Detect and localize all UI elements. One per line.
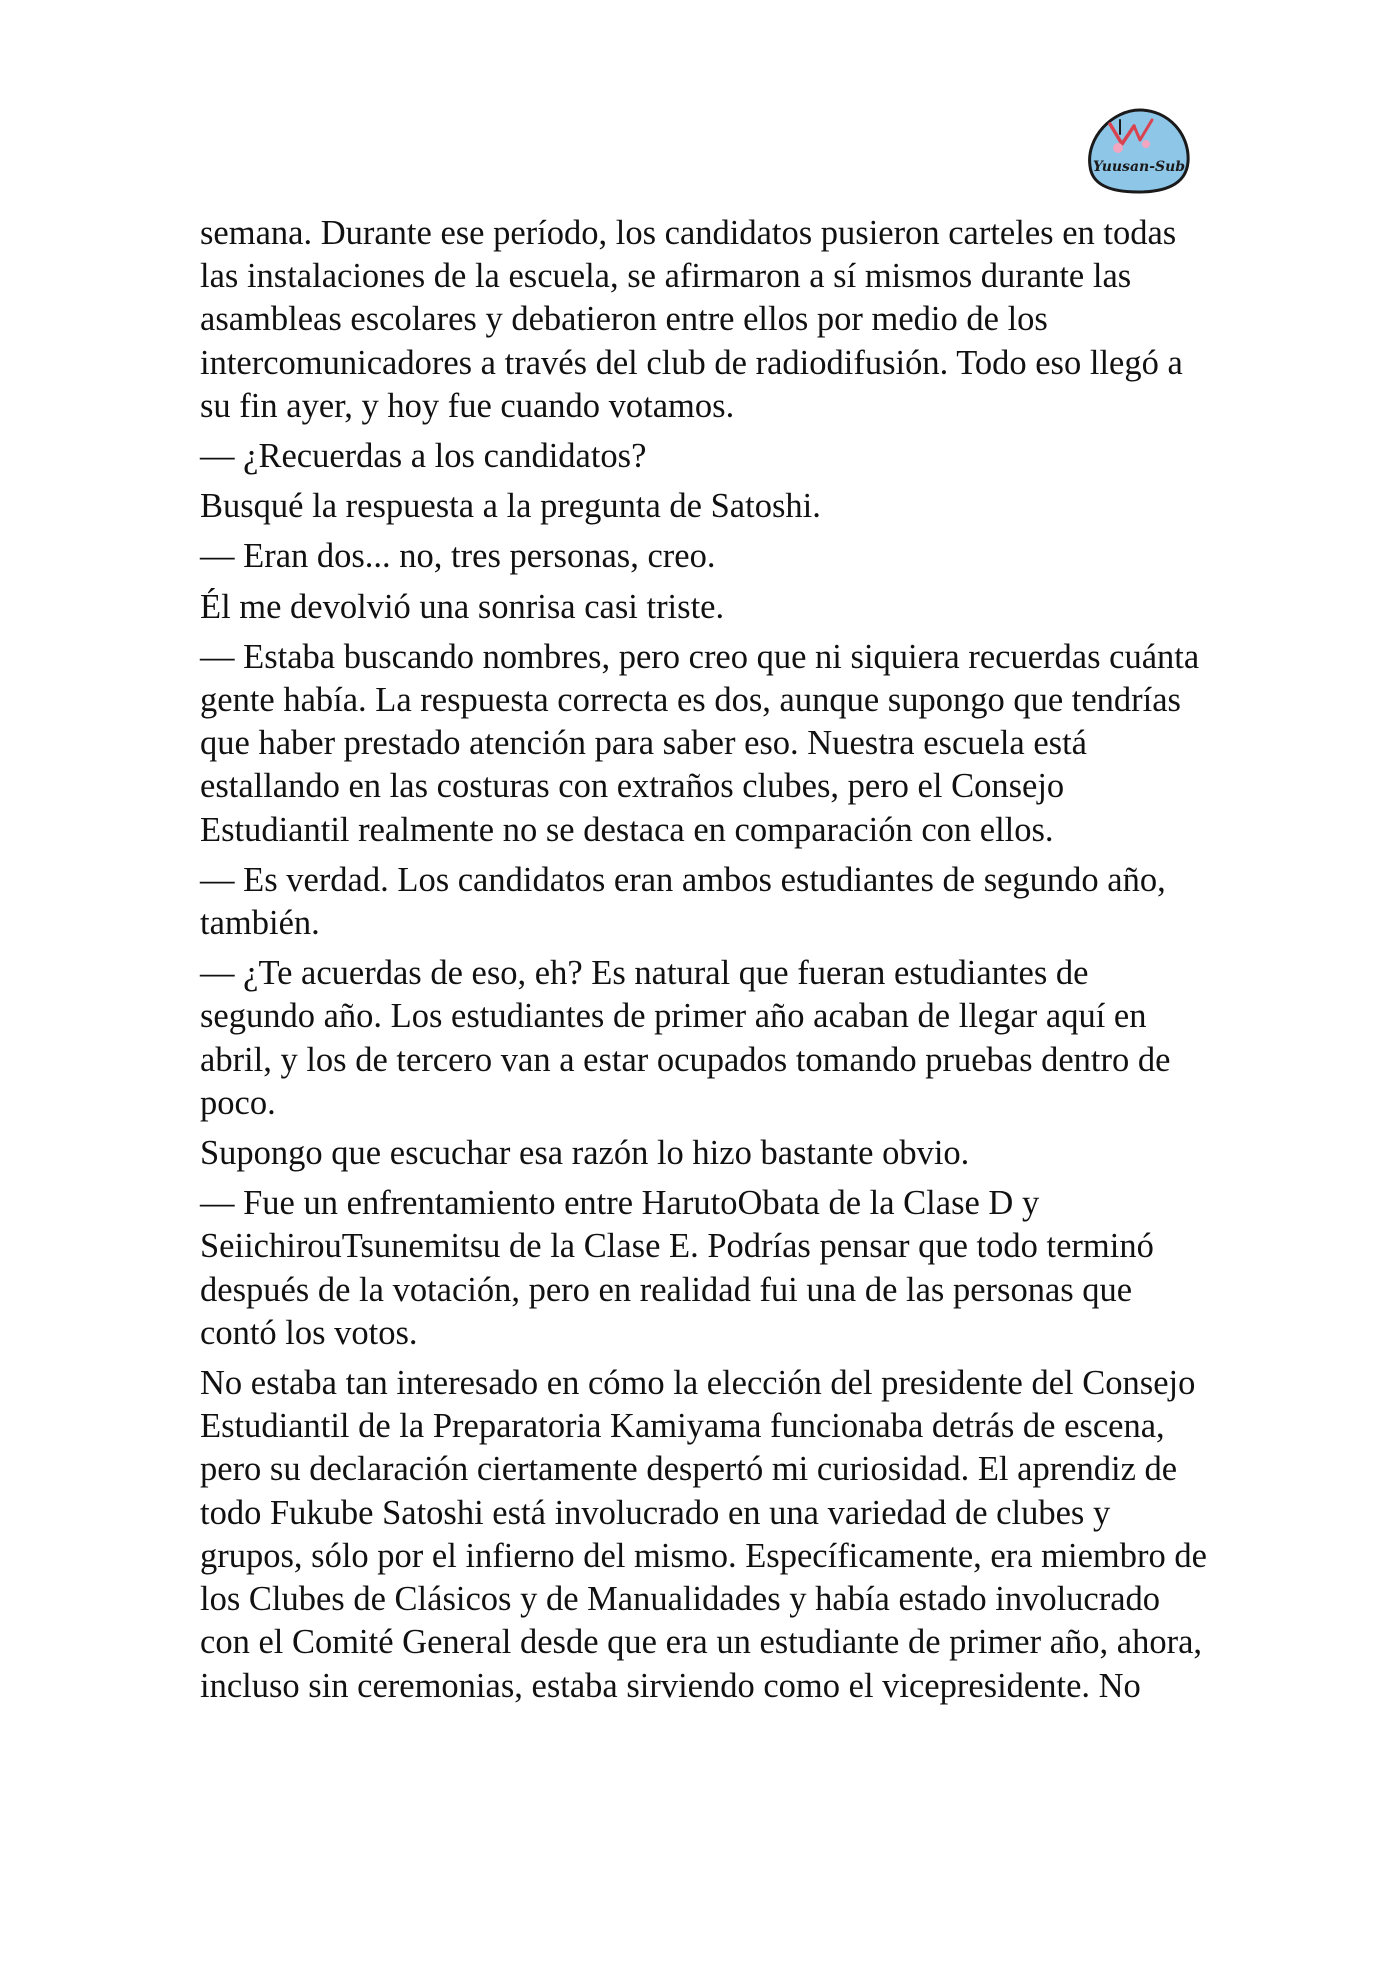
- dialogue-line: — ¿Recuerdas a los candidatos?: [200, 437, 647, 476]
- paragraph: Él me devolvió una sonrisa casi triste.: [200, 587, 725, 626]
- body-text: [200, 212, 1210, 1715]
- paragraph: semana. Durante ese período, los candidatos pusieron carteles en todas las instalaciones de la escuela, se afirmaron a sí mismos durante las asambleas escolares y debatieron entre ellos por medio de los intercomunicadores a través del club de radiodifusión. Todo eso llegó a su fin ayer, y hoy fue cuando votamos.: [200, 214, 1183, 425]
- paragraph: No estaba tan interesado en cómo la elección del presidente del Consejo Estudiantil de la Preparatoria Kamiyama funcionaba detrás de escena, pero su declaración ciertamente despertó mi curiosidad. El aprendiz de todo Fukube Satoshi está involucrado en una variedad de clubes y grupos, sólo por el infierno del mismo. Específicamente, era miembro de los Clubes de Clásicos y de Manualidades y había estado involucrado con el Comité General desde que era un estudiante de primer año, ahora, incluso sin ceremonias, estaba sirviendo como el vicepresidente. No: [200, 1364, 1207, 1705]
- logo-graphic: [1082, 104, 1194, 196]
- yuusan-sub-logo-icon: [1082, 104, 1194, 196]
- logo-wordmark: Yuusan-Sub: [1092, 159, 1186, 175]
- dialogue-line: — Eran dos... no, tres personas, creo.: [200, 537, 716, 576]
- dialogue-line: — Fue un enfrentamiento entre HarutoObata de la Clase D y SeiichirouTsunemitsu de la Clase E. Podrías pensar que todo terminó después de la votación, pero en realidad fui una de las personas que contó los votos.: [200, 1184, 1154, 1352]
- paragraph: Busqué la respuesta a la pregunta de Satoshi.: [200, 487, 821, 526]
- dialogue-line: — Es verdad. Los candidatos eran ambos estudiantes de segundo año, también.: [200, 860, 1166, 943]
- dialogue-line: — Estaba buscando nombres, pero creo que ni siquiera recuerdas cuánta gente había. La respuesta correcta es dos, aunque supongo que tendrías que haber prestado atención para saber eso. Nuestra escuela está estallando en las costuras con extraños clubes, pero el Consejo Estudiantil realmente no se destaca en comparación con ellos.: [200, 637, 1200, 849]
- dialogue-line: — ¿Te acuerdas de eso, eh? Es natural que fueran estudiantes de segundo año. Los estudiantes de primer año acaban de llegar aquí en abril, y los de tercero van a estar ocupados tomando pruebas dentro de poco.: [200, 954, 1171, 1122]
- paragraph: Supongo que escuchar esa razón lo hizo bastante obvio.: [200, 1134, 970, 1173]
